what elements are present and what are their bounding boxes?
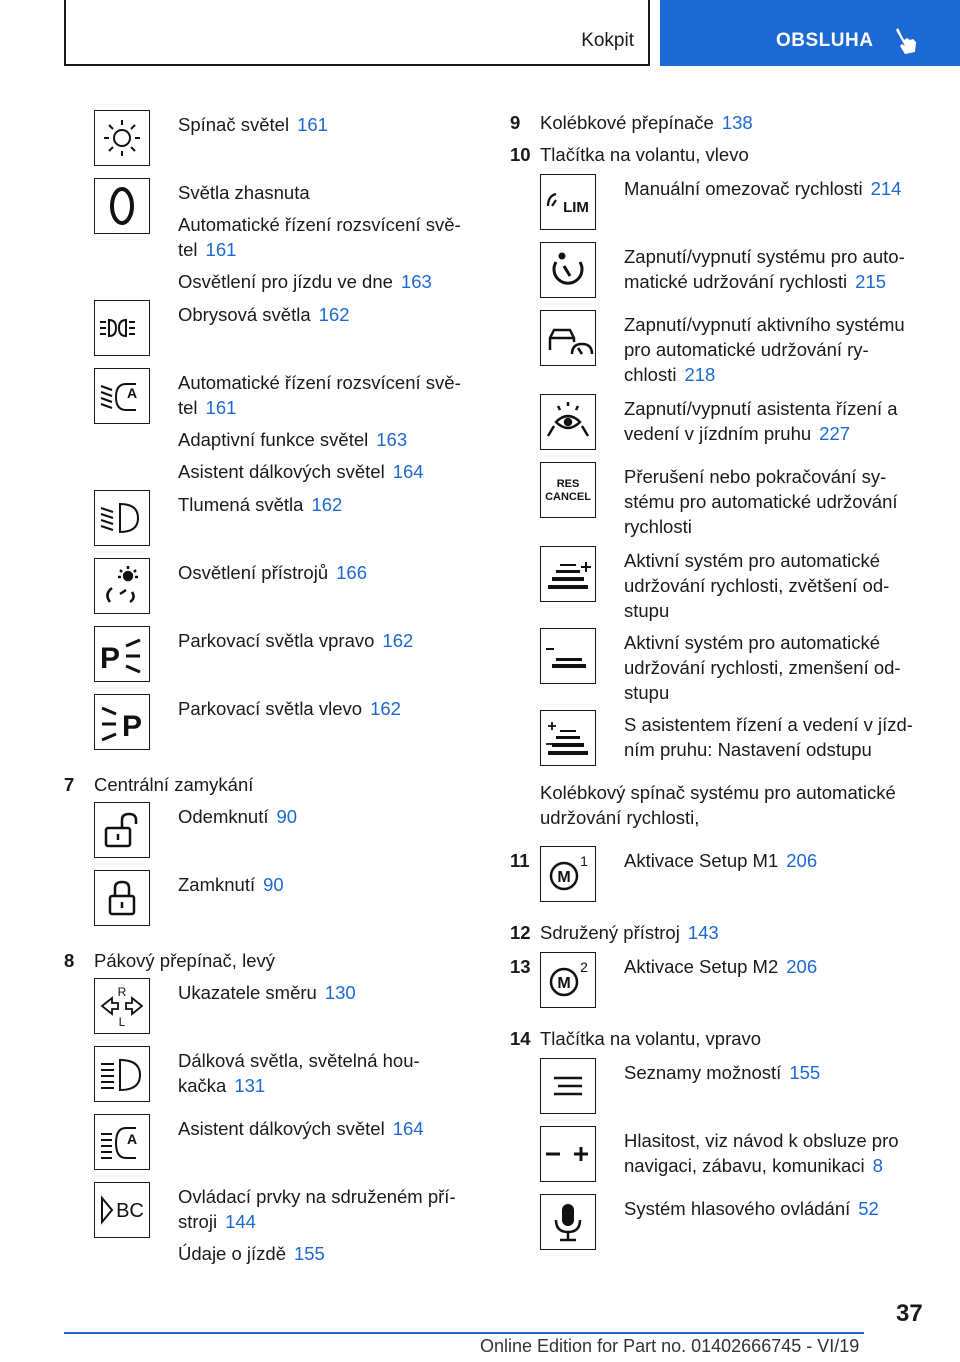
- m-superscript: 2: [580, 959, 588, 975]
- item-text: Aktivní systém pro automatické: [624, 632, 881, 653]
- chapter-tab-label: OBSLUHA: [776, 30, 874, 51]
- section-11: [510, 846, 930, 920]
- item-text: Automatické řízení rozsvícení svě-: [178, 372, 461, 393]
- distance-decrease-icon: [540, 628, 596, 684]
- page-link[interactable]: 163: [400, 271, 432, 292]
- lock-icon: [94, 870, 150, 926]
- page-link[interactable]: 131: [234, 1075, 266, 1096]
- page-link[interactable]: 162: [311, 494, 343, 515]
- item-text: kačka: [178, 1075, 227, 1096]
- item-text: Osvětlení pro jízdu ve dne: [178, 271, 393, 292]
- item-text: Manuální omezovač rychlosti: [624, 178, 863, 199]
- item-text: Zapnutí/vypnutí systému pro auto-: [624, 246, 905, 267]
- note-text: udržování rychlosti,: [540, 807, 700, 828]
- item-text: Automatické řízení rozsvícení svě-: [178, 214, 461, 235]
- item-text: ním pruhu: Nastavení odstupu: [624, 739, 872, 760]
- section-title: Tlačítka na volantu, vpravo: [540, 1028, 762, 1049]
- page-link[interactable]: 164: [392, 461, 424, 482]
- parking-letter: P: [121, 710, 143, 743]
- item-text: tel: [178, 397, 198, 418]
- item-text: S asistentem řízení a vedení v jízd-: [624, 714, 913, 735]
- item-text: Odemknutí: [178, 806, 269, 827]
- section-number: 7: [64, 774, 75, 795]
- item-cruise-control: [510, 242, 930, 310]
- m-letter: M: [557, 975, 571, 992]
- section-title: Centrální zamykání: [94, 774, 254, 795]
- section-14: [510, 1026, 930, 1058]
- page-link[interactable]: 162: [382, 630, 414, 651]
- bc-icon: [94, 1182, 150, 1238]
- chapter-tab[interactable]: [660, 0, 960, 66]
- section-title: Pákový přepínač, levý: [94, 950, 275, 971]
- parking-light-left-icon: [94, 694, 150, 750]
- page-link[interactable]: 163: [376, 429, 408, 450]
- section-number: 10: [510, 144, 531, 165]
- item-instrument-lighting: [64, 558, 474, 626]
- m-letter: M: [557, 869, 571, 886]
- left-letter: L: [118, 1015, 126, 1029]
- item-res-cancel: [510, 462, 930, 546]
- parking-light-right-icon: [94, 626, 150, 682]
- item-text: udržování rychlosti, zvětšení od-: [624, 575, 890, 596]
- item-text: Adaptivní funkce světel: [178, 429, 369, 450]
- item-parking-right: [64, 626, 474, 694]
- page-link[interactable]: 52: [858, 1198, 879, 1219]
- instrument-lighting-icon: [94, 558, 150, 614]
- item-text: pro automatické udržování ry-: [624, 339, 869, 360]
- item-text: rychlosti: [624, 516, 692, 537]
- item-side-lights: [64, 300, 474, 368]
- turn-signal-icon: [94, 978, 150, 1034]
- volume-minus-plus-icon: [540, 1126, 596, 1182]
- section-7: [64, 772, 474, 802]
- section-title: Sdružený přístroj: [540, 922, 680, 943]
- page-link[interactable]: 164: [392, 1118, 424, 1139]
- page-link[interactable]: 214: [870, 178, 902, 199]
- item-text: Osvětlení přístrojů: [178, 562, 329, 583]
- page-link[interactable]: 143: [687, 922, 719, 943]
- left-column: [64, 110, 474, 1272]
- item-text: Ukazatele směru: [178, 982, 317, 1003]
- item-text: udržování rychlosti, zmenšení od-: [624, 657, 901, 678]
- item-text: chlosti: [624, 364, 677, 385]
- item-text: stému pro automatické udržování: [624, 491, 898, 512]
- item-option-lists: [510, 1058, 930, 1126]
- item-text: Systém hlasového ovládání: [624, 1198, 851, 1219]
- page-link[interactable]: 227: [819, 423, 851, 444]
- item-unlock: [64, 802, 474, 870]
- page-link[interactable]: 215: [855, 271, 886, 292]
- bc-label: BC: [116, 1200, 144, 1222]
- page-number: 37: [896, 1300, 923, 1327]
- item-text: navigaci, zábavu, komunikaci: [624, 1155, 865, 1176]
- note-text: Kolébkový spínač systému pro automatické: [540, 782, 896, 803]
- section-title: Kokpit: [581, 30, 634, 51]
- speed-limiter-icon: [540, 174, 596, 230]
- item-text: Dálková světla, světelná hou-: [178, 1050, 420, 1071]
- item-high-beam: [64, 1046, 474, 1114]
- section-number: 9: [510, 112, 521, 133]
- item-parking-left: [64, 694, 474, 772]
- right-column: [510, 110, 930, 1262]
- item-turn-signals: [64, 978, 474, 1046]
- section-12: [510, 920, 930, 952]
- unlock-icon: [94, 802, 150, 858]
- distance-setting-icon: [540, 710, 596, 766]
- pointing-hand-icon: [894, 26, 918, 56]
- item-text: Aktivace Setup M1: [624, 850, 779, 871]
- page-link[interactable]: 130: [324, 982, 356, 1003]
- item-text: Přerušení nebo pokračování sy-: [624, 466, 887, 487]
- list-icon: [540, 1058, 596, 1114]
- item-text: Zapnutí/vypnutí asistenta řízení a: [624, 398, 898, 419]
- page-link[interactable]: 162: [318, 304, 350, 325]
- page-link[interactable]: 166: [336, 562, 367, 583]
- low-beam-icon: [94, 490, 150, 546]
- item-text: Aktivní systém pro automatické: [624, 550, 881, 571]
- page-link[interactable]: 155: [789, 1062, 821, 1083]
- auto-letter: A: [126, 385, 138, 401]
- section-9: [510, 110, 930, 142]
- item-text: Seznamy možností: [624, 1062, 782, 1083]
- item-speed-limiter: [510, 174, 930, 242]
- setup-m1-icon[interactable]: [540, 846, 596, 902]
- header-box: [64, 0, 650, 66]
- high-beam-icon: [94, 1046, 150, 1102]
- page-link[interactable]: 144: [225, 1211, 256, 1232]
- page-link[interactable]: 218: [684, 364, 716, 385]
- edition-text: Online Edition for Part no. 01402666745 - VI/19: [480, 1336, 860, 1356]
- res-cancel-icon: [540, 462, 596, 518]
- high-beam-assistant-icon: [94, 1114, 150, 1170]
- item-low-beam: [64, 490, 474, 558]
- item-text: Tlumená světla: [178, 494, 304, 515]
- page-link[interactable]: 8: [872, 1155, 883, 1176]
- section-13: [510, 952, 930, 1026]
- item-text: Ovládací prvky na sdruženém pří-: [178, 1186, 456, 1207]
- cruise-control-icon: [540, 242, 596, 298]
- parking-letter: P: [99, 642, 121, 675]
- res-label: RES: [556, 478, 580, 490]
- item-text: Aktivace Setup M2: [624, 956, 779, 977]
- page-link[interactable]: 161: [205, 397, 237, 418]
- item-lights-off: [64, 178, 474, 300]
- setup-m2-icon[interactable]: [540, 952, 596, 1008]
- item-text: Údaje o jízdě: [178, 1243, 286, 1264]
- section-number: 8: [64, 950, 75, 971]
- section-number: 14: [510, 1028, 531, 1049]
- item-text: vedení v jízdním pruhu: [624, 423, 812, 444]
- page-link[interactable]: 138: [721, 112, 753, 133]
- rocker-switch-note: [510, 780, 930, 846]
- item-text: Hlasitost, viz návod k obsluze pro: [624, 1130, 899, 1151]
- item-distance-increase: [510, 546, 930, 628]
- item-text: matické udržování rychlosti: [624, 271, 848, 292]
- page-link[interactable]: 90: [276, 806, 298, 827]
- microphone-icon: [540, 1194, 596, 1250]
- item-voice-control: [510, 1194, 930, 1262]
- item-text: Zamknutí: [178, 874, 256, 895]
- lane-assistant-icon: [540, 394, 596, 450]
- section-number: 12: [510, 922, 531, 943]
- item-onboard-computer: [64, 1182, 474, 1272]
- lim-label: LIM: [563, 199, 589, 216]
- item-text: Spínač světel: [178, 114, 290, 135]
- item-text: stupu: [624, 600, 670, 621]
- section-title: Kolébkové přepínače: [540, 112, 714, 133]
- item-distance-decrease: [510, 628, 930, 710]
- item-text: Asistent dálkových světel: [178, 1118, 385, 1139]
- footer-divider: [64, 1332, 864, 1334]
- cancel-label: CANCEL: [545, 491, 591, 503]
- item-lane-assistant: [510, 394, 930, 462]
- page-link[interactable]: 161: [297, 114, 328, 135]
- section-number: 11: [510, 850, 530, 871]
- item-light-switch: [64, 110, 474, 178]
- active-cruise-control-icon: [540, 310, 596, 366]
- section-10: [510, 142, 930, 174]
- item-text: Asistent dálkových světel: [178, 461, 385, 482]
- item-auto-lights: [64, 368, 474, 490]
- section-title: Tlačítka na volantu, vlevo: [540, 144, 749, 165]
- page-link[interactable]: 155: [293, 1243, 325, 1264]
- page-link[interactable]: 206: [786, 850, 818, 871]
- item-text: Parkovací světla vpravo: [178, 630, 375, 651]
- distance-increase-icon: [540, 546, 596, 602]
- item-text: Zapnutí/vypnutí aktivního systému: [624, 314, 905, 335]
- side-lights-icon: [94, 300, 150, 356]
- light-switch-icon: [94, 110, 150, 166]
- page-link[interactable]: 161: [205, 239, 237, 260]
- item-text: Světla zhasnuta: [178, 182, 310, 203]
- right-letter: R: [117, 985, 127, 999]
- m-superscript: 1: [580, 853, 588, 869]
- auto-headlight-icon: [94, 368, 150, 424]
- page-link[interactable]: 206: [786, 956, 818, 977]
- page-link[interactable]: 90: [263, 874, 284, 895]
- item-text: Parkovací světla vlevo: [178, 698, 363, 719]
- item-high-beam-assistant: [64, 1114, 474, 1182]
- item-volume: [510, 1126, 930, 1194]
- item-text: Obrysová světla: [178, 304, 311, 325]
- section-number: 13: [510, 956, 531, 977]
- section-8: [64, 948, 474, 978]
- item-distance-setting: [510, 710, 930, 780]
- item-text: tel: [178, 239, 198, 260]
- item-active-cruise-control: [510, 310, 930, 394]
- item-lock: [64, 870, 474, 948]
- lights-off-icon: [94, 178, 150, 234]
- page-link[interactable]: 162: [370, 698, 401, 719]
- auto-letter: A: [126, 1131, 138, 1147]
- item-text: stroji: [178, 1211, 218, 1232]
- item-text: stupu: [624, 682, 670, 703]
